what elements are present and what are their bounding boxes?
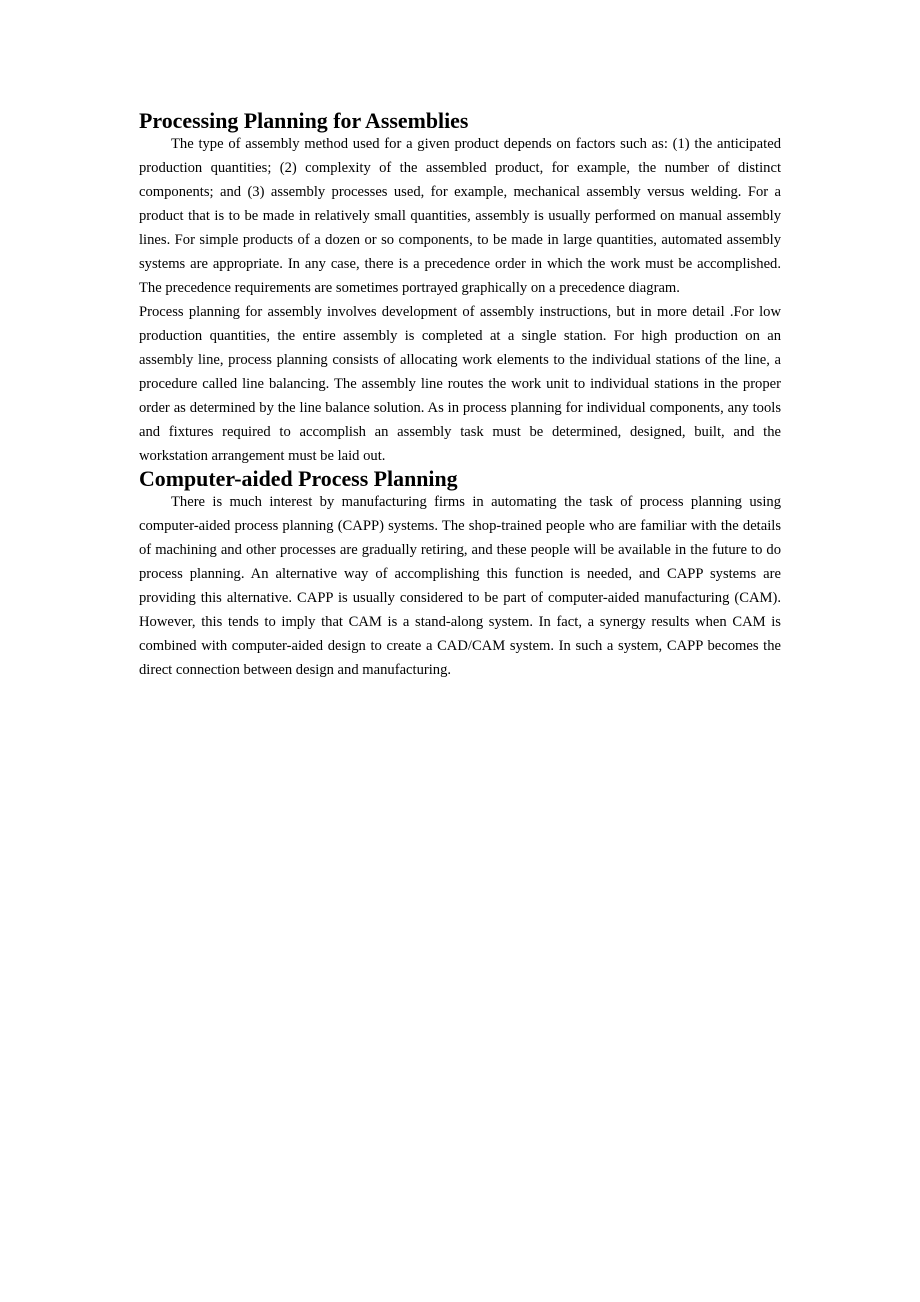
- paragraph-capp: There is much interest by manufacturing firms in automating the task of process planning using computer-aided process planning (CAPP) systems. The shop-trained people who are familiar with the details of machining and other processes are gradually retiring, and these people will be available in the future to do process planning. An alternative way of accomplishing this function is needed, and CAPP systems are providing this alternative. CAPP is usually considered to be part of computer-aided manufacturing (CAM). However, this tends to imply that CAM is a stand-along system. In fact, a synergy results when CAM is combined with computer-aided design to create a CAD/CAM system. In such a system, CAPP becomes the direct connection between design and manufacturing.: [139, 494, 781, 678]
- paragraph-assembly-method: The type of assembly method used for a given product depends on factors such as: (1) the anticipated production quantities; (2) complexity of the assembled product, for example, the number of distinct components; and (3) assembly processes used, for example, mechanical assembly versus welding. For a product that is to be made in relatively small quantities, assembly is usually performed on manual assembly lines. For simple products of a dozen or so components, to be made in large quantities, automated assembly systems are appropriate. In any case, there is a precedence order in which the work must be accomplished. The precedence requirements are sometimes portrayed graphically on a precedence diagram.: [139, 136, 781, 296]
- section-assemblies: [139, 110, 781, 468]
- section-capp: [139, 468, 781, 682]
- section-heading-capp: Computer-aided Process Planning: [139, 466, 458, 491]
- paragraph-assembly-planning: Process planning for assembly involves development of assembly instructions, but in more detail .For low production quantities, the entire assembly is completed at a single station. For high production on an assembly line, process planning consists of allocating work elements to the individual stations of the line, a procedure called line balancing. The assembly line routes the work unit to individual stations in the proper order as determined by the line balance solution. As in process planning for individual components, any tools and fixtures required to accomplish an assembly task must be determined, designed, built, and the workstation arrangement must be laid out.: [139, 304, 781, 464]
- section-heading-assemblies: Processing Planning for Assemblies: [139, 108, 469, 133]
- document-page: [139, 110, 781, 682]
